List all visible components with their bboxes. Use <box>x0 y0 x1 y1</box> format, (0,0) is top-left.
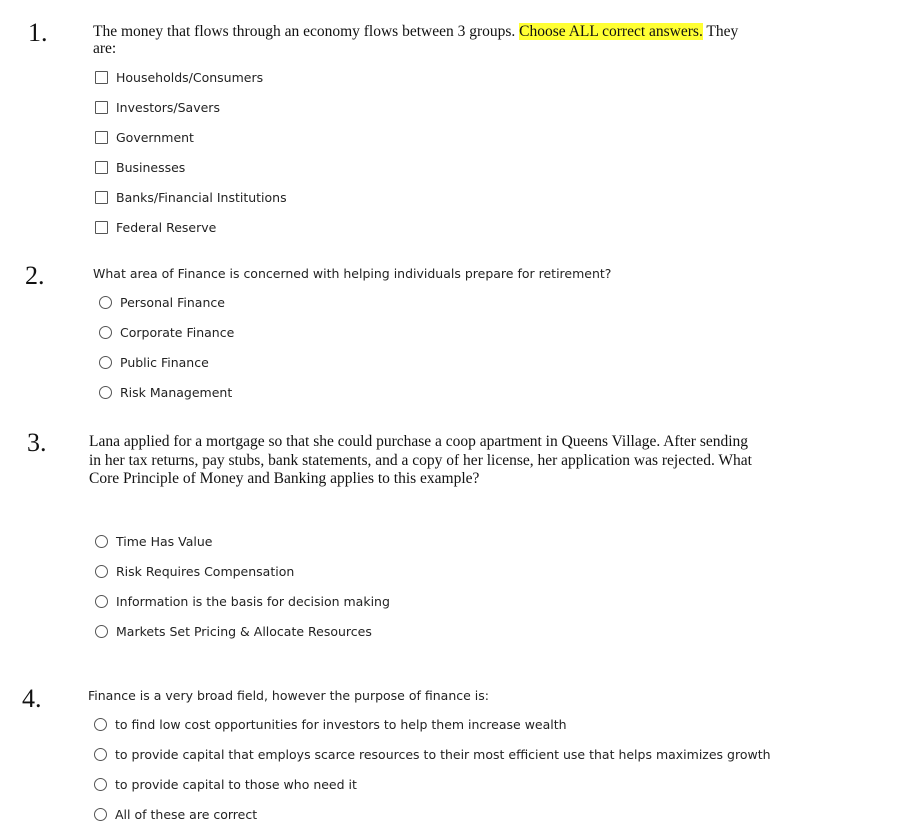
radio-option[interactable] <box>95 562 294 580</box>
question-number: 1. <box>28 18 48 47</box>
checkbox[interactable] <box>95 191 108 204</box>
option-label: Investors/Savers <box>116 99 220 115</box>
radio-button[interactable] <box>94 808 107 821</box>
highlighted-instruction: Choose ALL correct answers. <box>519 23 703 40</box>
radio-button[interactable] <box>94 778 107 791</box>
radio-option[interactable] <box>99 323 234 341</box>
question-number: 3. <box>27 428 47 457</box>
option-label: Corporate Finance <box>120 324 235 340</box>
question-stem: Core Principle of Money and Banking applies to this example? <box>89 470 480 487</box>
radio-button[interactable] <box>99 326 112 339</box>
question-stem-continued: are: <box>93 40 117 57</box>
checkbox[interactable] <box>95 101 108 114</box>
question-stem: Lana applied for a mortgage so that she could purchase a coop apartment in Queens Village. After sending <box>89 433 749 450</box>
option-label: Government <box>116 129 194 145</box>
checkbox[interactable] <box>95 131 108 144</box>
radio-option[interactable] <box>94 715 567 733</box>
option-label: Personal Finance <box>120 294 225 310</box>
radio-option[interactable] <box>94 805 257 823</box>
question-stem <box>93 23 793 41</box>
checkbox-option[interactable] <box>95 188 287 206</box>
radio-button[interactable] <box>99 296 112 309</box>
option-label: Risk Requires Compensation <box>116 563 295 579</box>
radio-option[interactable] <box>94 775 357 793</box>
option-label: All of these are correct <box>115 806 258 822</box>
option-label: Public Finance <box>120 354 209 370</box>
question-number: 4. <box>22 684 42 713</box>
radio-option[interactable] <box>95 622 372 640</box>
radio-option[interactable] <box>99 293 225 311</box>
radio-option[interactable] <box>99 353 209 371</box>
option-label: Risk Management <box>120 384 233 400</box>
radio-button[interactable] <box>94 718 107 731</box>
checkbox-option[interactable] <box>95 128 194 146</box>
checkbox-option[interactable] <box>95 68 263 86</box>
option-label: to provide capital that employs scarce resources to their most efficient use that helps maximizes growth <box>115 746 771 762</box>
question-stem: Finance is a very broad field, however the purpose of finance is: <box>88 688 489 703</box>
radio-button[interactable] <box>99 356 112 369</box>
option-label: Banks/Financial Institutions <box>116 189 287 205</box>
checkbox[interactable] <box>95 221 108 234</box>
question-stem: in her tax returns, pay stubs, bank statements, and a copy of her license, her application was rejected. What <box>89 452 752 469</box>
option-label: to provide capital to those who need it <box>115 776 357 792</box>
option-label: Businesses <box>116 159 186 175</box>
checkbox[interactable] <box>95 161 108 174</box>
radio-option[interactable] <box>94 745 771 763</box>
checkbox-option[interactable] <box>95 218 216 236</box>
checkbox-option[interactable] <box>95 98 220 116</box>
radio-button[interactable] <box>94 748 107 761</box>
stem-text: The money that flows through an economy flows between 3 groups. <box>93 23 520 40</box>
radio-option[interactable] <box>99 383 232 401</box>
stem-text: They <box>702 23 739 40</box>
radio-option[interactable] <box>95 592 390 610</box>
option-label: Federal Reserve <box>116 219 217 235</box>
checkbox[interactable] <box>95 71 108 84</box>
option-label: Time Has Value <box>116 533 213 549</box>
option-label: Markets Set Pricing & Allocate Resources <box>116 623 372 639</box>
option-label: to find low cost opportunities for investors to help them increase wealth <box>115 716 567 732</box>
radio-button[interactable] <box>95 595 108 608</box>
radio-button[interactable] <box>95 535 108 548</box>
question-number: 2. <box>25 261 45 290</box>
option-label: Households/Consumers <box>116 69 264 85</box>
radio-button[interactable] <box>99 386 112 399</box>
radio-option[interactable] <box>95 532 212 550</box>
radio-button[interactable] <box>95 565 108 578</box>
question-stem: What area of Finance is concerned with helping individuals prepare for retirement? <box>93 266 612 281</box>
radio-button[interactable] <box>95 625 108 638</box>
option-label: Information is the basis for decision making <box>116 593 390 609</box>
checkbox-option[interactable] <box>95 158 185 176</box>
